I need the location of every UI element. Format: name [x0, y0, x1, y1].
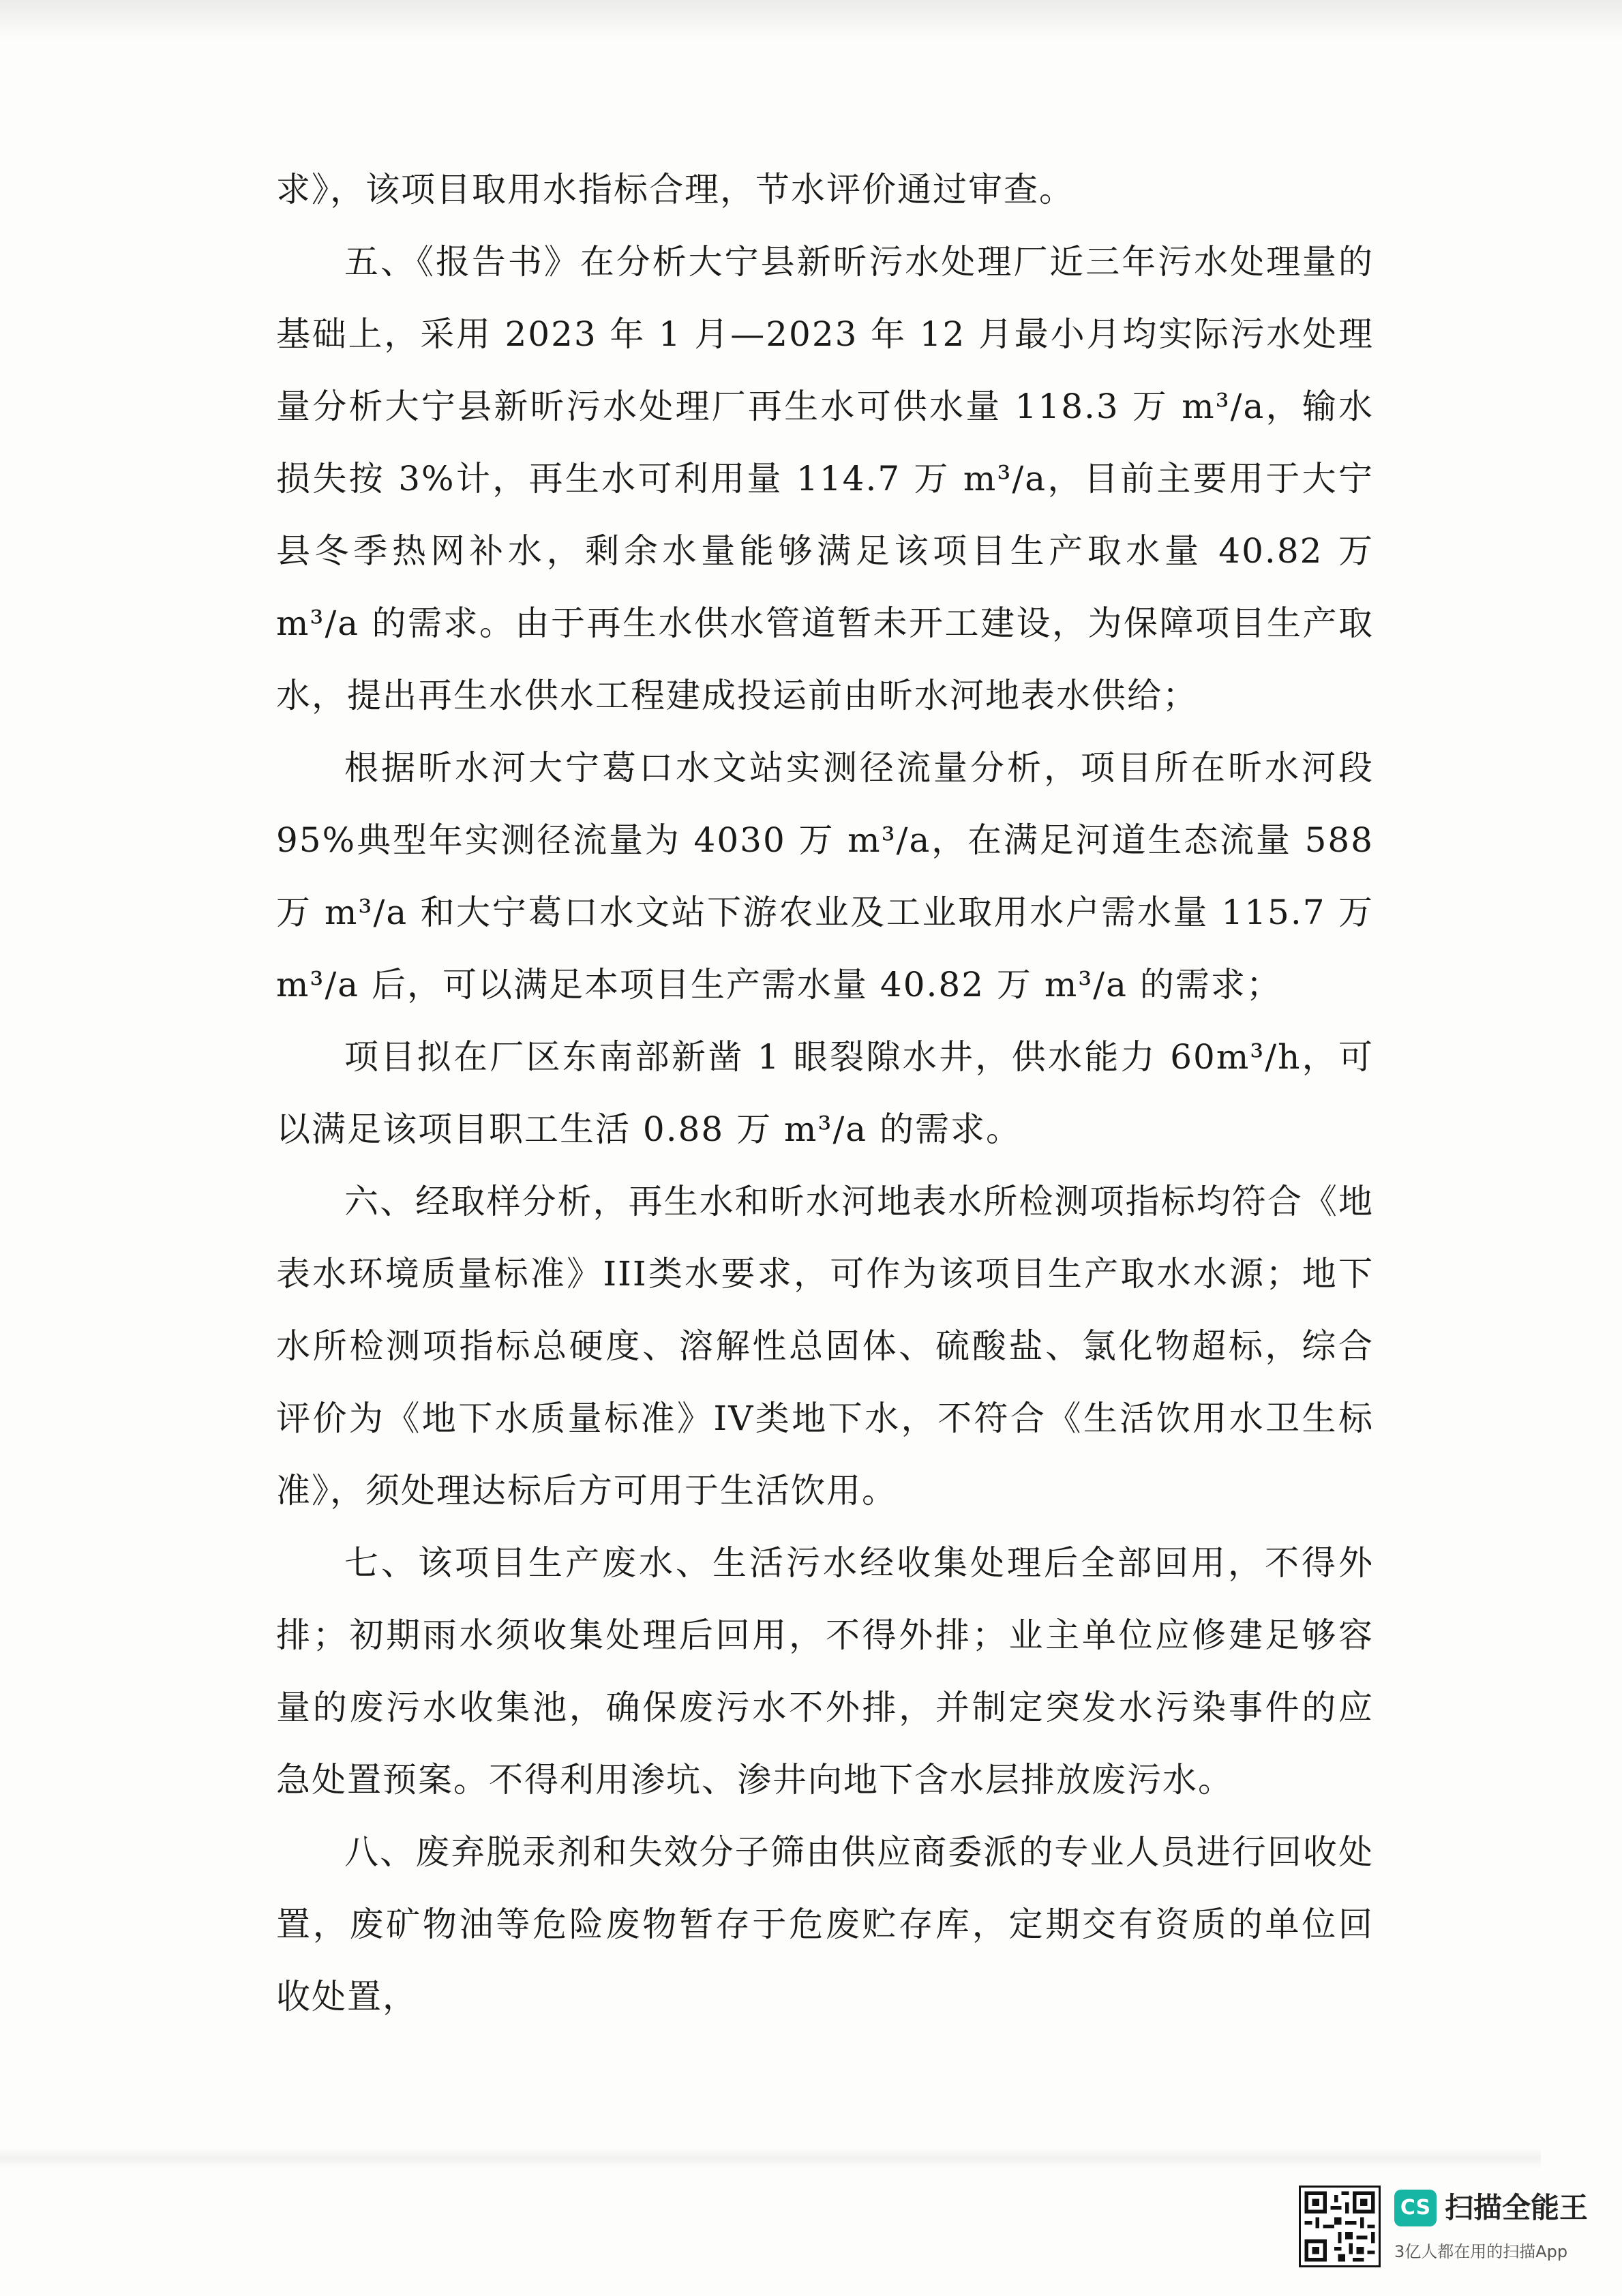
- paragraph-runoff-analysis: 根据昕水河大宁葛口水文站实测径流量分析，项目所在昕水河段 95%典型年实测径流量为 4030 万 m³/a，在满足河道生态流量 588 万 m³/a 和大宁葛口水文站下游农业及工业取用水户需水量 115.7 万 m³/a 后，可以满足本项目生产需水量 40.82 万 m³/a 的需求；: [276, 748, 1374, 1004]
- brand-tagline: 3亿人都在用的扫描App: [1394, 2242, 1568, 2261]
- paragraph-continuation: 求》，该项目取用水指标合理，节水评价通过审查。: [276, 170, 1075, 209]
- brand-name: 扫描全能王: [1445, 2191, 1589, 2224]
- paragraph-item-8: 八、废弃脱汞剂和失效分子筛由供应商委派的专业人员进行回收处置，废矿物油等危险废物暂存于危废贮存库，定期交有资质的单位回收处置，: [276, 1832, 1374, 2016]
- paragraph-item-5: 五、《报告书》在分析大宁县新昕污水处理厂近三年污水处理量的基础上，采用 2023 年 1 月—2023 年 12 月最小月均实际污水处理量分析大宁县新昕污水处理厂再生水可供水量 118.3 万 m³/a，输水损失按 3%计，再生水可利用量 114.7 万 m³/a，目前主要用于大宁县冬季热网补水，剩余水量能够满足该项目生产取水量 40.82 万 m³/a 的需求。由于再生水供水管道暂未开工建设，为保障项目生产取水，提出再生水供水工程建成投运前由昕水河地表水供给；: [276, 242, 1374, 715]
- scanner-watermark: [1299, 2186, 1612, 2274]
- paragraph-item-7: 七、该项目生产废水、生活污水经收集处理后全部回用，不得外排；初期雨水须收集处理后回用，不得外排；业主单位应修建足够容量的废污水收集池，确保废污水不外排，并制定突发水污染事件的应急处置预案。不得利用渗坑、渗井向地下含水层排放废污水。: [276, 1543, 1374, 1800]
- qr-code-icon: [1299, 2186, 1381, 2267]
- scan-fold-shadow: [0, 2148, 1541, 2168]
- camscanner-logo-icon: CS: [1394, 2190, 1437, 2226]
- document-body: [276, 153, 1374, 2033]
- scan-edge-shadow: [0, 0, 1622, 41]
- paragraph-item-6: 六、经取样分析，再生水和昕水河地表水所检测项指标均符合《地表水环境质量标准》III类水要求，可作为该项目生产取水水源；地下水所检测项指标总硬度、溶解性总固体、硫酸盐、氯化物超标，综合评价为《地下水质量标准》IV类地下水，不符合《生活饮用水卫生标准》，须处理达标后方可用于生活饮用。: [276, 1182, 1374, 1510]
- paragraph-well: 项目拟在厂区东南部新凿 1 眼裂隙水井，供水能力 60m³/h，可以满足该项目职工生活 0.88 万 m³/a 的需求。: [276, 1037, 1374, 1149]
